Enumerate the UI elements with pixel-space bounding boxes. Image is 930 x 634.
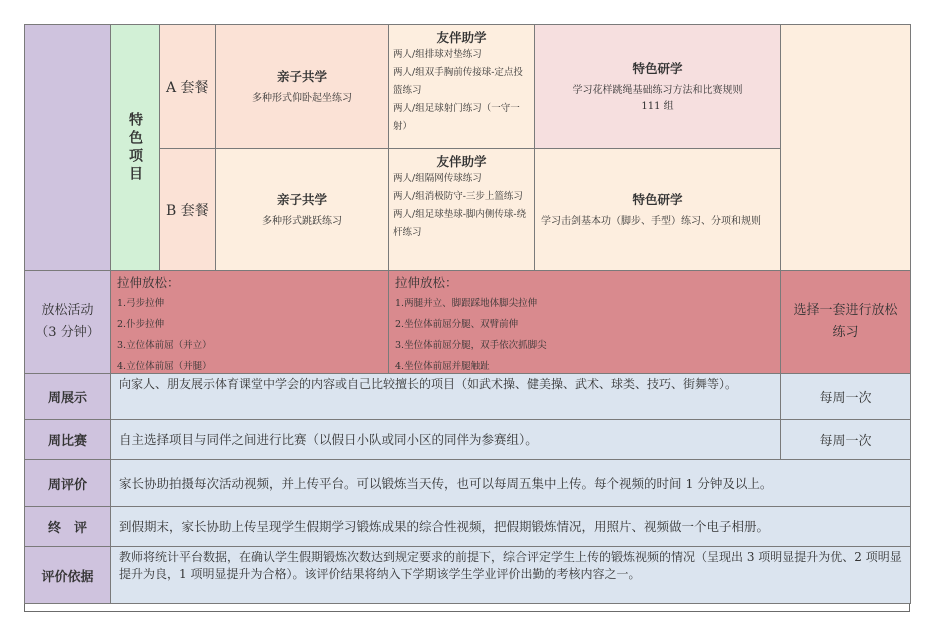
weekly-show-text-cell: [110, 373, 781, 420]
package-b-parent-title: 亲子共学: [276, 191, 327, 207]
package-a-peer-title: 友伴助学: [436, 30, 487, 45]
final-eval-label: 终 评: [47, 521, 87, 536]
package-b-peer-item: 两人/组隔网传球练习: [393, 173, 482, 184]
basis-label-cell: [24, 546, 111, 604]
relax-note: 选择一套进行放松练习: [793, 303, 898, 340]
relax-left-head: 拉伸放松：: [117, 275, 180, 290]
relax-left-cell: [110, 270, 389, 374]
package-a-label-cell: [159, 24, 216, 149]
special-project-text: 特色项目: [127, 111, 143, 184]
relax-right-item: 1.两腿并立、脚跟踩地体脚尖拉伸: [395, 298, 538, 309]
weekly-match-text: 自主选择项目与同伴之间进行比赛（以假日小队或同小区的同伴为参赛组）。: [119, 432, 538, 447]
package-b-peer-cell: [388, 148, 535, 271]
package-b-feature-title: 特色研学: [632, 191, 683, 207]
relax-note-cell: [780, 270, 911, 374]
weekly-match-label: 周比赛: [47, 434, 87, 449]
right-blank-cell: [780, 24, 911, 271]
package-a-peer-item: 两人/组双手胸前传接球-定点投篮练习: [393, 67, 523, 96]
package-b-label-cell: [159, 148, 216, 271]
package-a-peer-cell: [388, 24, 535, 149]
basis-label: 评价依据: [41, 569, 94, 585]
package-b-label: B 套餐: [166, 202, 209, 219]
package-a-peer-item: 两人/组足球射门练习（一守一射）: [393, 103, 520, 132]
package-a-parent-title: 亲子共学: [276, 68, 327, 84]
weekly-show-label-cell: [24, 373, 111, 420]
weekly-match-text-cell: [110, 419, 781, 460]
final-eval-text-cell: [110, 506, 911, 547]
package-a-feature-desc: 学习花样跳绳基础练习方法和比赛规则: [572, 84, 743, 96]
weekly-show-label: 周展示: [47, 391, 87, 406]
left-blank-cell: [24, 24, 111, 271]
package-b-feature-cell: [534, 148, 781, 271]
basis-text-cell: [110, 546, 911, 604]
package-b-peer-item: 两人/组消极防守-三步上篮练习: [393, 191, 523, 202]
package-a-feature-note: 111 组: [641, 100, 674, 112]
package-b-parent-cell: [215, 148, 389, 271]
weekly-show-freq: 每周一次: [819, 391, 872, 406]
weekly-match-freq: 每周一次: [819, 434, 872, 449]
relax-right-head: 拉伸放松：: [395, 275, 458, 290]
weekly-show-freq-cell: [780, 373, 911, 420]
schedule-table: [24, 24, 910, 612]
weekly-match-label-cell: [24, 419, 111, 460]
relax-label-cell: [24, 270, 111, 374]
relax-right-item: 4.坐位体前屈并腿触趾: [395, 361, 490, 372]
relax-label: 放松活动（3 分钟）: [35, 303, 100, 340]
weekly-eval-label-cell: [24, 459, 111, 507]
weekly-eval-text: 家长协助拍摄每次活动视频，并上传平台。可以锻炼当天传，也可以每周五集中上传。每个视频的时间 1 分钟及以上。: [119, 475, 773, 491]
package-b-feature-desc: 学习击剑基本功（脚步、手型）练习、分项和规则: [541, 215, 761, 227]
package-a-parent-desc: 多种形式仰卧起坐练习: [252, 92, 352, 104]
package-b-peer-title: 友伴助学: [436, 154, 487, 169]
package-a-feature-cell: [534, 24, 781, 149]
weekly-eval-text-cell: [110, 459, 911, 507]
basis-text: 教师将统计平台数据，在确认学生假期锻炼次数达到规定要求的前提下，综合评定学生上传的锻炼视频的情况（呈现出 3 项明显提升为优、2 项明显提升为良，1 项明显提升为合格）。该评价结果将纳入下学期该学生学业评价出勤的考核内容之一。: [119, 550, 902, 581]
package-b-parent-desc: 多种形式跳跃练习: [262, 215, 342, 227]
weekly-match-freq-cell: [780, 419, 911, 460]
weekly-eval-label: 周评价: [47, 477, 87, 493]
final-eval-label-cell: [24, 506, 111, 547]
relax-left-item: 4.立位体前屈（并腿）: [117, 361, 212, 372]
package-a-feature-title: 特色研学: [632, 60, 683, 76]
relax-left-item: 2.仆步拉伸: [117, 319, 165, 330]
relax-left-item: 1.弓步拉伸: [117, 298, 165, 309]
special-project-label: [110, 24, 160, 271]
relax-right-item: 2.坐位体前屈分腿、双臂前伸: [395, 319, 519, 330]
package-b-peer-item: 两人/组足球垫球-脚内侧传球-绕杆练习: [393, 209, 527, 238]
relax-left-item: 3.立位体前屈（并立）: [117, 340, 212, 351]
weekly-show-text: 向家人、朋友展示体育课堂中学会的内容或自己比较擅长的项目（如武术操、健美操、武术、球类、技巧、街舞等）。: [119, 377, 738, 391]
relax-right-item: 3.坐位体前屈分腿，双手依次抓脚尖: [395, 340, 547, 351]
package-a-parent-cell: [215, 24, 389, 149]
final-eval-text: 到假期末，家长协助上传呈现学生假期学习锻炼成果的综合性视频，把假期锻炼情况，用照片、视频做一个电子相册。: [119, 519, 770, 534]
package-a-label: A 套餐: [166, 79, 209, 96]
package-a-peer-item: 两人/组排球对垫练习: [393, 49, 482, 60]
relax-right-cell: [388, 270, 781, 374]
